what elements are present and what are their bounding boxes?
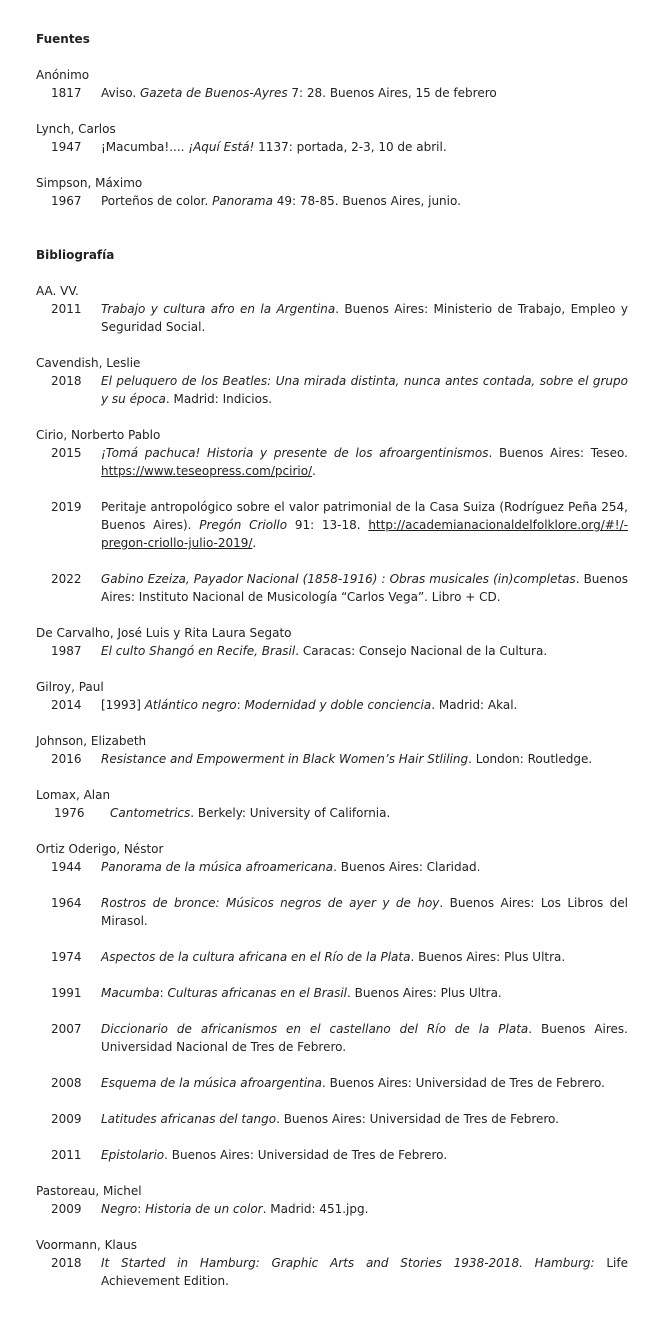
author-gilroy: Gilroy, Paul xyxy=(36,680,104,694)
entry-text: . xyxy=(252,536,257,550)
entry-text: 49: 78-85. Buenos Aires, junio. xyxy=(272,194,461,208)
entry-year: 1967 xyxy=(51,194,82,208)
entry-year: 2011 xyxy=(51,302,82,316)
author-cavendish: Cavendish, Leslie xyxy=(36,356,141,370)
entry-title: Diccionario de africanismos en el castellano del Río de la Plata xyxy=(101,1022,529,1036)
reference-entry xyxy=(36,858,628,876)
entry-year: 2009 xyxy=(51,1112,82,1126)
entry-text: . Buenos Aires: Universidad de Tres de Febrero. xyxy=(322,1076,605,1090)
entry-text: . Buenos Aires: Universidad de Tres de Febrero. xyxy=(164,1148,448,1162)
entry-year: 2015 xyxy=(51,446,82,460)
document-page xyxy=(36,30,628,1290)
author-lynch: Lynch, Carlos xyxy=(36,122,116,136)
entry-text: : xyxy=(159,986,168,1000)
entry-title: Panorama de la música afroamericana xyxy=(101,860,334,874)
entry-title: Cantometrics xyxy=(110,806,191,820)
reference-entry xyxy=(36,984,628,1002)
reference-entry xyxy=(36,300,628,336)
entry-link[interactable]: http://academianacionaldelfolklore.org/#!/-pregon-criollo-julio-2019/ xyxy=(101,518,628,550)
entry-title: El culto Shangó en Recife, Brasil xyxy=(101,644,296,658)
entry-title: Gabino Ezeiza, Payador Nacional (1858-1916) : Obras musicales (in)completas xyxy=(101,572,576,586)
entry-text: . Buenos Aires: Teseo. xyxy=(488,446,628,460)
entry-title: Modernidad y doble conciencia xyxy=(244,698,432,712)
entry-title: Rostros de bronce: Músicos negros de ayer y de hoy xyxy=(101,896,440,910)
ortiz-entries xyxy=(36,858,628,1164)
entry-text: [1993] xyxy=(101,698,145,712)
entry-year: 1991 xyxy=(51,986,82,1000)
reference-entry xyxy=(36,750,628,768)
entry-title: Aspectos de la cultura africana en el Río de la Plata xyxy=(101,950,411,964)
entry-link[interactable]: https://www.teseopress.com/pcirio/ xyxy=(101,464,313,478)
entry-title: Esquema de la música afroargentina xyxy=(101,1076,323,1090)
entry-text: . Caracas: Consejo Nacional de la Cultura. xyxy=(295,644,548,658)
entry-text: . Buenos Aires: Los Libros del Mirasol. xyxy=(101,896,629,928)
section-title-fuentes: Fuentes xyxy=(36,32,90,46)
entry-year: 1817 xyxy=(51,86,82,100)
entry-title: Trabajo y cultura afro en la Argentina xyxy=(101,302,336,316)
entry-text: Aviso. xyxy=(101,86,140,100)
entry-year: 2016 xyxy=(51,752,82,766)
entry-text: . Buenos Aires. Universidad Nacional de Tres de Febrero. xyxy=(101,1022,628,1054)
entry-title: ¡Tomá pachuca! Historia y presente de los afroargentinismos xyxy=(101,446,489,460)
reference-entry xyxy=(36,138,628,156)
entry-year: 1974 xyxy=(51,950,82,964)
entry-text: 91: 13-18. xyxy=(287,518,369,532)
author-decarvalho: De Carvalho, José Luis y Rita Laura Segato xyxy=(36,626,292,640)
entry-text: . Buenos Aires: Plus Ultra. xyxy=(347,986,502,1000)
reference-entry xyxy=(36,498,628,552)
entry-year: 2009 xyxy=(51,1202,82,1216)
entry-title: El peluquero de los Beatles: Una mirada distinta, nunca antes contada, sobre el grupo y su época xyxy=(101,374,628,406)
entry-year: 2022 xyxy=(51,572,82,586)
entry-year: 2019 xyxy=(51,500,82,514)
reference-entry xyxy=(36,1110,628,1128)
reference-entry xyxy=(36,444,628,480)
entry-text: . Buenos Aires: Claridad. xyxy=(333,860,481,874)
author-ortiz: Ortiz Oderigo, Néstor xyxy=(36,842,164,856)
entry-text: ¡Macumba!.... xyxy=(101,140,189,154)
entry-title: Negro xyxy=(101,1202,138,1216)
reference-entry xyxy=(36,894,628,930)
reference-entry xyxy=(36,1254,628,1290)
reference-entry xyxy=(36,1074,628,1092)
entry-text: . Buenos Aires: Plus Ultra. xyxy=(410,950,566,964)
entry-text: . Madrid: 451.jpg. xyxy=(262,1202,369,1216)
entry-text: : xyxy=(137,1202,146,1216)
entry-year: 2018 xyxy=(51,374,82,388)
entry-title: ¡Aquí Está! xyxy=(188,140,255,154)
entry-text: . xyxy=(312,464,316,478)
reference-entry xyxy=(36,1200,628,1218)
entry-text: 7: 28. Buenos Aires, 15 de febrero xyxy=(287,86,497,100)
entry-text: . Buenos Aires: Ministerio de Trabajo, Empleo y Seguridad Social. xyxy=(101,302,629,334)
entry-title: Gazeta de Buenos-Ayres xyxy=(139,86,288,100)
entry-title: Epistolario xyxy=(101,1148,165,1162)
author-aavv: AA. VV. xyxy=(36,284,79,298)
entry-title: Resistance and Empowerment in Black Women’s Hair Stliling xyxy=(101,752,469,766)
entry-text: Porteños de color. xyxy=(101,194,213,208)
entry-year: 1944 xyxy=(51,860,82,874)
entry-year: 2014 xyxy=(51,698,82,712)
reference-entry xyxy=(36,192,628,210)
entry-text: . Buenos Aires: Instituto Nacional de Musicología “Carlos Vega”. Libro + CD. xyxy=(101,572,628,604)
entry-title: Latitudes africanas del tango xyxy=(101,1112,277,1126)
author-anonimo: Anónimo xyxy=(36,68,90,82)
entry-title: Pregón Criollo xyxy=(199,518,288,532)
section-title-bibliografia: Bibliografía xyxy=(36,248,115,262)
entry-text: Life Achievement Edition. xyxy=(101,1256,628,1288)
entry-year: 2018 xyxy=(51,1256,82,1270)
entry-year: 2011 xyxy=(51,1148,82,1162)
author-simpson: Simpson, Máximo xyxy=(36,176,143,190)
author-cirio: Cirio, Norberto Pablo xyxy=(36,428,161,442)
reference-entry xyxy=(36,84,628,102)
reference-entry xyxy=(36,642,628,660)
entry-text: . Berkely: University of California. xyxy=(190,806,391,820)
entry-title: Atlántico negro xyxy=(144,698,237,712)
reference-entry xyxy=(36,696,628,714)
entry-year: 2007 xyxy=(51,1022,82,1036)
author-pastoureau: Pastoreau, Michel xyxy=(36,1184,142,1198)
author-voormann: Voormann, Klaus xyxy=(36,1238,137,1252)
reference-entry xyxy=(36,570,628,606)
author-johnson: Johnson, Elizabeth xyxy=(36,734,147,748)
entry-title: It Started in Hamburg: Graphic Arts and Stories 1938-2018. Hamburg: xyxy=(101,1256,595,1270)
entry-year: 1947 xyxy=(51,140,82,154)
entry-year: 2008 xyxy=(51,1076,82,1090)
entry-text: Peritaje antropológico sobre el valor patrimonial de la Casa Suiza (Rodríguez Peña 254, Buenos Aires). xyxy=(101,500,628,532)
entry-text: . London: Routledge. xyxy=(468,752,593,766)
entry-title: Macumba xyxy=(101,986,160,1000)
entry-text: . Madrid: Indicios. xyxy=(165,392,273,406)
reference-entry xyxy=(36,1020,628,1056)
reference-entry xyxy=(36,804,628,822)
entry-text: 1137: portada, 2-3, 10 de abril. xyxy=(254,140,447,154)
entry-title: Culturas africanas en el Brasil xyxy=(167,986,348,1000)
entry-year: 1976 xyxy=(54,806,85,820)
reference-entry xyxy=(36,372,628,408)
reference-entry xyxy=(36,1146,628,1164)
entry-text: . Madrid: Akal. xyxy=(431,698,518,712)
entry-title: Panorama xyxy=(212,194,273,208)
author-lomax: Lomax, Alan xyxy=(36,788,111,802)
entry-year: 1964 xyxy=(51,896,82,910)
entry-text: . Buenos Aires: Universidad de Tres de Febrero. xyxy=(276,1112,559,1126)
reference-entry xyxy=(36,948,628,966)
entry-text: : xyxy=(236,698,245,712)
entry-title: Historia de un color xyxy=(145,1202,263,1216)
entry-year: 1987 xyxy=(51,644,82,658)
